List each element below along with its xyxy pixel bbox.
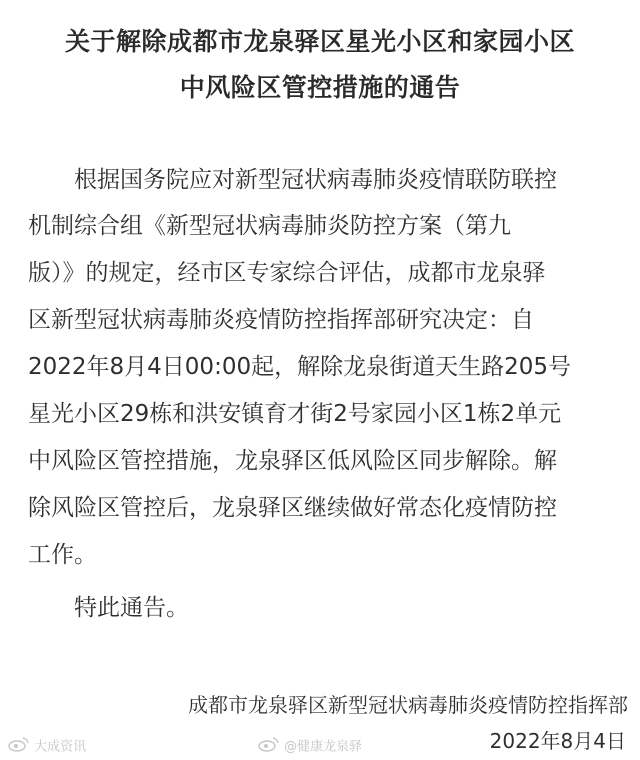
watermark-left: [8, 736, 86, 758]
body-line: 机制综合组《新型冠状病毒肺炎防控方案（第九: [28, 213, 511, 239]
watermark-left-text: 大成资讯: [34, 739, 87, 755]
watermark-center-text: @健康龙泉驿: [284, 739, 363, 755]
body-line: 中风险区管控措施，龙泉驿区低风险区同步解除。解: [28, 448, 557, 474]
body-line: 区新型冠状病毒肺炎疫情防控指挥部研究决定：自: [28, 307, 534, 333]
body-line: 特此通告。: [28, 595, 189, 621]
body-line: 工作。: [28, 542, 97, 568]
notice-title-line-2: 中风险区管控措施的通告: [179, 73, 461, 102]
watermark-center: [258, 736, 362, 758]
body-line: 星光小区29栋和洪安镇育才街2号家园小区1栋2单元: [28, 401, 562, 427]
body-line: 版）》的规定，经市区专家综合评估，成都市龙泉驿: [28, 260, 546, 286]
body-line: 除风险区管控后，龙泉驿区继续做好常态化疫情防控: [28, 495, 557, 521]
weibo-logo-icon: [8, 736, 30, 758]
body-line: 2022年8月4日00:00起，解除龙泉街道天生路205号: [28, 354, 571, 380]
notice-title-line-1: 关于解除成都市龙泉驿区星光小区和家园小区: [64, 27, 575, 56]
signature-org: 成都市龙泉驿区新型冠状病毒肺炎疫情防控指挥部: [188, 693, 628, 717]
body-line: 根据国务院应对新型冠状病毒肺炎疫情联防联控: [28, 167, 557, 193]
signature-date: 2022年8月4日: [489, 729, 626, 753]
weibo-logo-icon: [258, 736, 280, 758]
